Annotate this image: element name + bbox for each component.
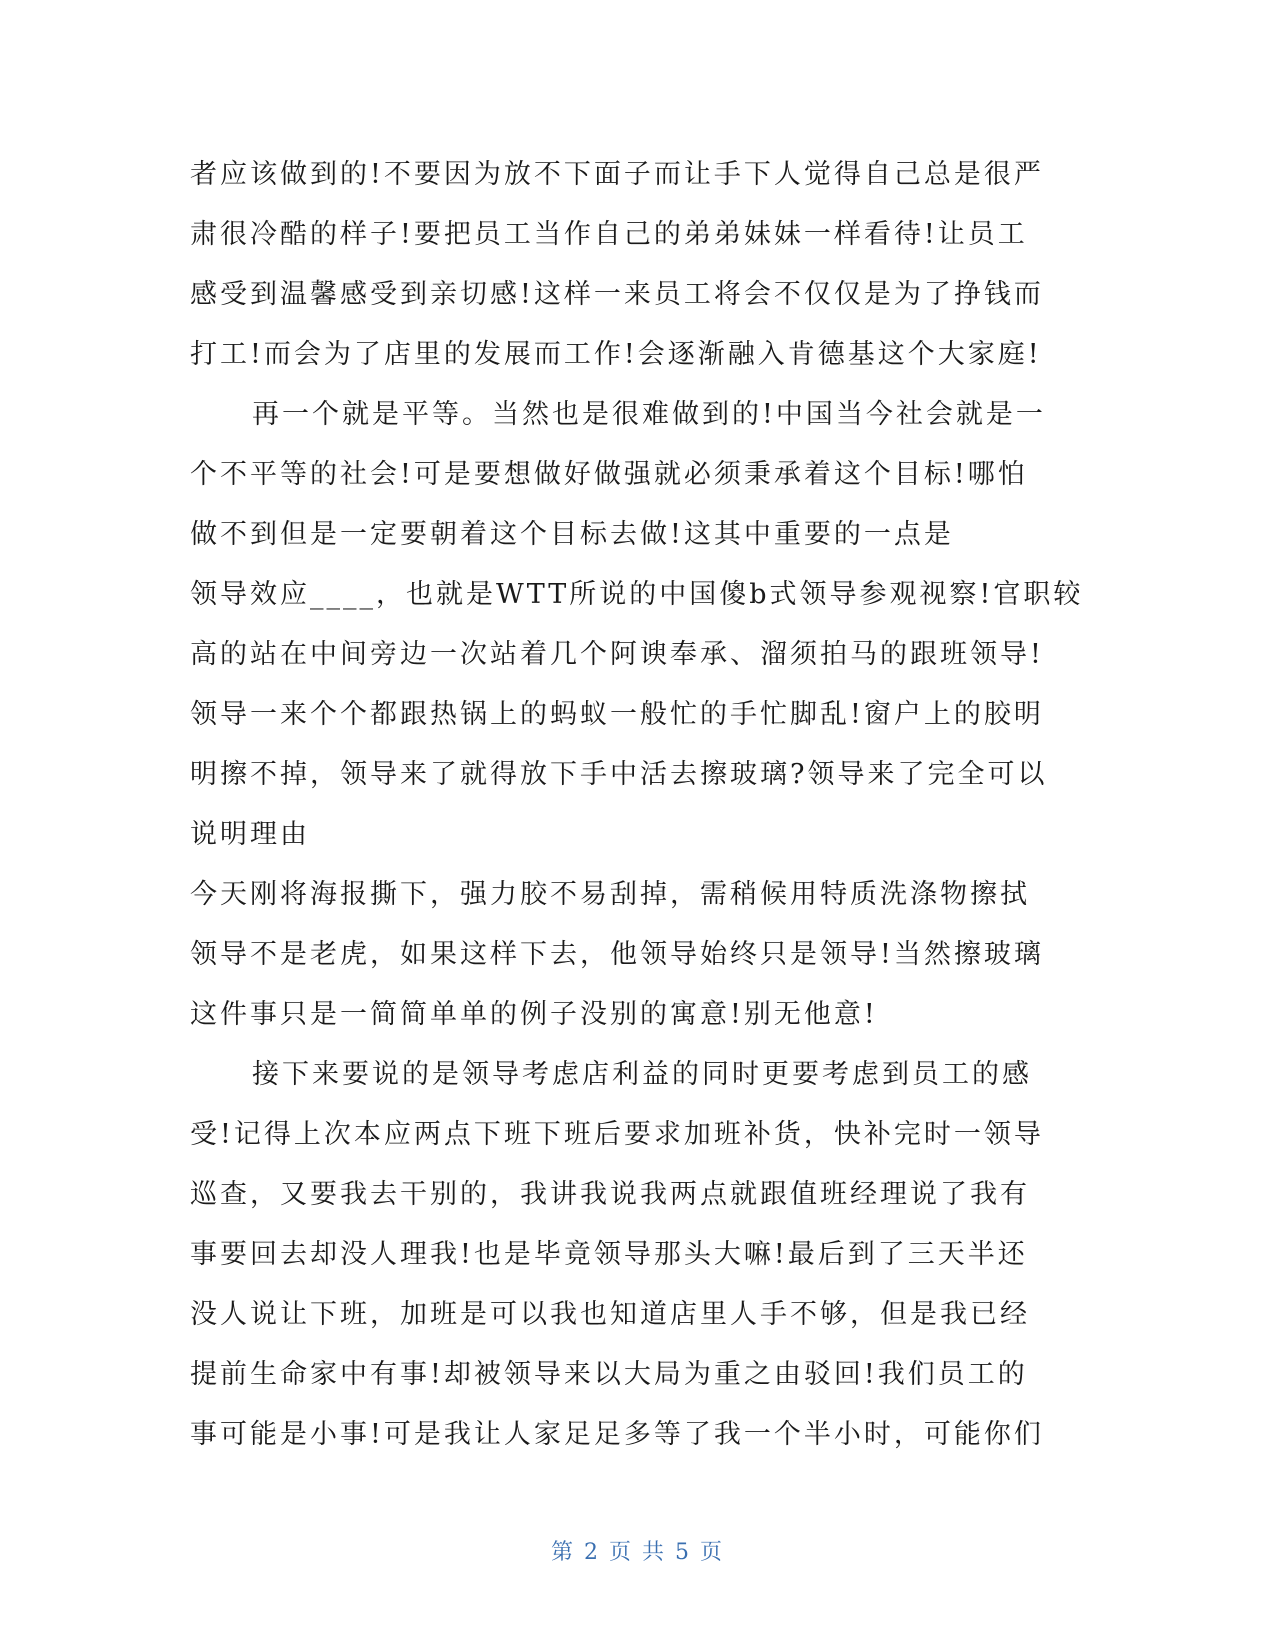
text-line: 这件事只是一简简单单的例子没别的寓意!别无他意! bbox=[190, 999, 878, 1030]
text-line: 个不平等的社会!可是要想做好做强就必须秉承着这个目标!哪怕 bbox=[190, 459, 1028, 490]
text-line: 说明理由 bbox=[190, 819, 310, 850]
text-line: 没人说让下班，加班是可以我也知道店里人手不够，但是我已经 bbox=[190, 1299, 1030, 1330]
paragraph-start-line: 接下来要说的是领导考虑店利益的同时更要考虑到员工的感 bbox=[252, 1059, 1032, 1090]
text-line: 感受到温馨感受到亲切感!这样一来员工将会不仅仅是为了挣钱而 bbox=[190, 279, 1044, 310]
text-line: 巡查，又要我去干别的，我讲我说我两点就跟值班经理说了我有 bbox=[190, 1179, 1030, 1210]
text-line: 今天刚将海报撕下，强力胶不易刮掉，需稍候用特质洗涤物擦拭 bbox=[190, 879, 1030, 910]
text-line: 事要回去却没人理我!也是毕竟领导那头大嘛!最后到了三天半还 bbox=[190, 1239, 1028, 1270]
text-line: 打工!而会为了店里的发展而工作!会逐渐融入肯德基这个大家庭! bbox=[190, 339, 1042, 370]
text-line: 高的站在中间旁边一次站着几个阿谀奉承、溜须拍马的跟班领导! bbox=[190, 639, 1044, 670]
text-line: 领导不是老虎，如果这样下去，他领导始终只是领导!当然擦玻璃 bbox=[190, 939, 1044, 970]
text-line: 做不到但是一定要朝着这个目标去做!这其中重要的一点是 bbox=[190, 519, 954, 550]
text-line: 明擦不掉，领导来了就得放下手中活去擦玻璃?领导来了完全可以 bbox=[190, 759, 1048, 790]
text-line: 领导效应____，也就是WTT所说的中国傻b式领导参观视察!官职较 bbox=[190, 579, 1084, 610]
text-line: 肃很冷酷的样子!要把员工当作自己的弟弟妹妹一样看待!让员工 bbox=[190, 219, 1028, 250]
text-line: 事可能是小事!可是我让人家足足多等了我一个半小时，可能你们 bbox=[190, 1419, 1044, 1450]
text-line: 受!记得上次本应两点下班下班后要求加班补货，快补完时一领导 bbox=[190, 1119, 1044, 1150]
paragraph-start-line: 再一个就是平等。当然也是很难做到的!中国当今社会就是一 bbox=[252, 399, 1046, 430]
document-body bbox=[190, 145, 1090, 1465]
text-line: 者应该做到的!不要因为放不下面子而让手下人觉得自己总是很严 bbox=[190, 159, 1044, 190]
text-line: 领导一来个个都跟热锅上的蚂蚁一般忙的手忙脚乱!窗户上的胶明 bbox=[190, 699, 1044, 730]
text-line: 提前生命家中有事!却被领导来以大局为重之由驳回!我们员工的 bbox=[190, 1359, 1028, 1390]
page-number-footer: 第 2 页 共 5 页 bbox=[551, 1540, 724, 1565]
